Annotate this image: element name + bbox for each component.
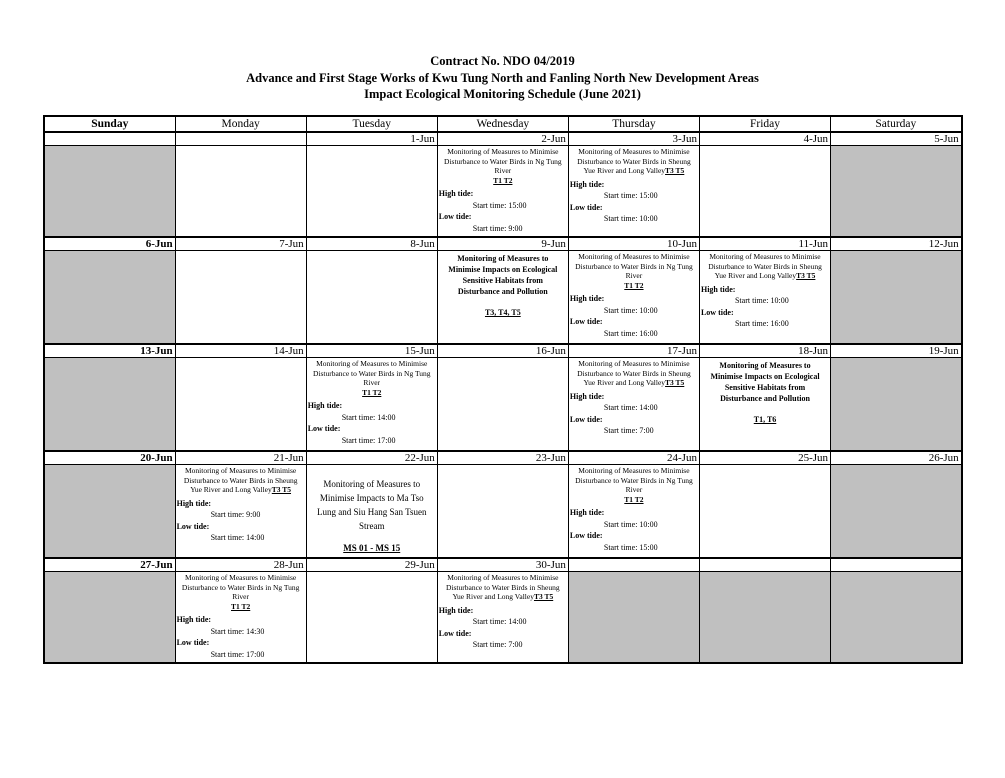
date-cell: 27-Jun xyxy=(44,558,175,572)
date-cell: 25-Jun xyxy=(699,451,830,465)
date-cell: 5-Jun xyxy=(831,132,962,146)
schedule-cell xyxy=(699,358,830,452)
schedule-cell xyxy=(306,465,437,559)
water-bird-monitoring-event xyxy=(307,358,437,397)
high-tide-label: High tide: xyxy=(700,284,736,294)
weekday-header: Tuesday xyxy=(306,116,437,132)
low-tide-label: Low tide: xyxy=(569,317,603,326)
low-tide-label: Low tide: xyxy=(569,202,603,212)
tide-schedule xyxy=(307,400,437,446)
high-tide-start-time: Start time: 10:00 xyxy=(603,519,658,529)
low-tide-label: Low tide: xyxy=(569,414,603,424)
schedule-cell xyxy=(306,358,437,452)
event-description: Monitoring of Measures to Minimise Disturbance to Water Birds in Ng Tung River xyxy=(312,359,431,387)
low-tide-start-time: Start time: 9:00 xyxy=(472,223,523,233)
event-description: Monitoring of Measures to Minimise Disturbance to Water Birds in Sheung Yue River and Long Valley xyxy=(446,573,560,601)
project-title: Advance and First Stage Works of Kwu Tung North and Fanling North New Development Areas xyxy=(246,70,759,85)
non-working-day-cell xyxy=(831,358,962,452)
date-cell xyxy=(175,132,306,146)
transect-code: T1 T2 xyxy=(624,280,644,290)
date-cell: 12-Jun xyxy=(831,237,962,251)
high-tide-label: High tide: xyxy=(569,179,605,189)
date-cell xyxy=(831,558,962,572)
transect-code: T1 T2 xyxy=(624,494,644,504)
date-cell: 26-Jun xyxy=(831,451,962,465)
date-row xyxy=(44,344,962,358)
date-cell: 14-Jun xyxy=(175,344,306,358)
schedule-row xyxy=(44,146,962,238)
date-cell xyxy=(699,558,830,572)
monitoring-location-code: T3, T4, T5 xyxy=(484,308,521,317)
weekday-header: Wednesday xyxy=(437,116,568,132)
non-working-day-cell xyxy=(44,251,175,345)
low-tide-start-time: Start time: 15:00 xyxy=(603,542,658,552)
water-bird-monitoring-event xyxy=(569,358,699,388)
high-tide-start-time: Start time: 15:00 xyxy=(603,191,658,200)
schedule-cell xyxy=(568,358,699,452)
event-description: Monitoring of Measures to Minimise Disturbance to Water Birds in Ng Tung River xyxy=(444,147,562,175)
non-working-day-cell xyxy=(699,572,830,664)
schedule-cell xyxy=(175,251,306,345)
transect-code: T3 T5 xyxy=(796,271,816,280)
low-tide-start-time: Start time: 17:00 xyxy=(341,435,396,445)
high-tide-label: High tide: xyxy=(438,605,474,615)
date-cell: 18-Jun xyxy=(699,344,830,358)
event-description: Monitoring of Measures to Minimise Disturbance to Water Birds in Sheung Yue River and Long Valley xyxy=(577,359,691,387)
date-cell: 19-Jun xyxy=(831,344,962,358)
schedule-cell xyxy=(306,146,437,238)
date-cell: 2-Jun xyxy=(437,132,568,146)
low-tide-start-time: Start time: 16:00 xyxy=(734,319,789,328)
non-working-day-cell xyxy=(831,572,962,664)
high-tide-start-time: Start time: 14:30 xyxy=(210,626,265,636)
schedule-cell xyxy=(699,465,830,559)
schedule-title: Impact Ecological Monitoring Schedule (June 2021) xyxy=(364,87,641,101)
high-tide-start-time: Start time: 10:00 xyxy=(603,305,658,315)
date-row xyxy=(44,237,962,251)
transect-code: T1 T2 xyxy=(231,601,251,611)
event-description: Monitoring of Measures to Minimise Disturbance to Water Birds in Sheung Yue River and Long Valley xyxy=(577,147,691,175)
low-tide-start-time: Start time: 17:00 xyxy=(210,649,265,659)
low-tide-label: Low tide: xyxy=(176,521,210,531)
high-tide-label: High tide: xyxy=(438,189,474,198)
tide-schedule xyxy=(569,391,699,437)
high-tide-start-time: Start time: 14:00 xyxy=(341,412,396,422)
date-cell: 7-Jun xyxy=(175,237,306,251)
low-tide-start-time: Start time: 10:00 xyxy=(603,214,658,223)
high-tide-label: High tide: xyxy=(307,401,343,410)
date-cell: 28-Jun xyxy=(175,558,306,572)
low-tide-label: Low tide: xyxy=(176,638,210,647)
schedule-cell xyxy=(306,572,437,664)
date-cell: 17-Jun xyxy=(568,344,699,358)
non-working-day-cell xyxy=(568,572,699,664)
date-cell: 29-Jun xyxy=(306,558,437,572)
tide-schedule xyxy=(176,498,306,544)
high-tide-label: High tide: xyxy=(176,615,212,624)
date-cell: 15-Jun xyxy=(306,344,437,358)
low-tide-label: Low tide: xyxy=(700,307,734,317)
high-tide-label: High tide: xyxy=(569,294,605,303)
high-tide-start-time: Start time: 14:00 xyxy=(472,617,527,626)
schedule-row xyxy=(44,572,962,664)
water-bird-monitoring-event xyxy=(176,465,306,495)
weekday-header-row xyxy=(44,116,962,132)
tide-schedule xyxy=(569,179,699,225)
schedule-cell xyxy=(699,251,830,345)
low-tide-start-time: Start time: 16:00 xyxy=(603,328,658,338)
schedule-cell xyxy=(437,465,568,559)
date-cell: 9-Jun xyxy=(437,237,568,251)
tide-schedule xyxy=(569,507,699,553)
non-working-day-cell xyxy=(831,146,962,238)
date-cell: 4-Jun xyxy=(699,132,830,146)
schedule-cell xyxy=(175,358,306,452)
event-description: Monitoring of Measures to Minimise Disturbance to Water Birds in Sheung Yue River and Long Valley xyxy=(183,466,298,494)
schedule-cell xyxy=(175,572,306,664)
habitat-monitoring-event xyxy=(438,251,568,318)
date-cell: 1-Jun xyxy=(306,132,437,146)
date-row xyxy=(44,451,962,465)
date-cell: 22-Jun xyxy=(306,451,437,465)
low-tide-label: Low tide: xyxy=(307,424,341,433)
weekday-header: Sunday xyxy=(44,116,175,132)
schedule-cell xyxy=(437,358,568,452)
transect-code: T3 T5 xyxy=(665,166,685,175)
non-working-day-cell xyxy=(44,465,175,559)
schedule-row xyxy=(44,358,962,452)
water-bird-monitoring-event xyxy=(569,251,699,290)
water-bird-monitoring-event xyxy=(438,572,568,602)
schedule-cell xyxy=(568,251,699,345)
event-description: Monitoring of Measures to Minimise Disturbance to Water Birds in Ng Tung River xyxy=(181,573,300,601)
event-description: Monitoring of Measures to Minimise Disturbance to Water Birds in Ng Tung River xyxy=(575,252,693,280)
low-tide-start-time: Start time: 7:00 xyxy=(603,426,654,435)
document-title-block xyxy=(0,53,1005,103)
date-cell: 24-Jun xyxy=(568,451,699,465)
stream-monitoring-event xyxy=(307,465,437,555)
schedule-cell xyxy=(175,146,306,238)
weekday-header: Friday xyxy=(699,116,830,132)
high-tide-label: High tide: xyxy=(569,391,605,401)
monitoring-location-code: T1, T6 xyxy=(753,415,777,424)
transect-code: T3 T5 xyxy=(665,378,685,387)
transect-code: T3 T5 xyxy=(271,485,292,494)
date-row xyxy=(44,132,962,146)
schedule-cell xyxy=(437,251,568,345)
date-cell: 8-Jun xyxy=(306,237,437,251)
high-tide-start-time: Start time: 9:00 xyxy=(210,510,261,519)
water-bird-monitoring-event xyxy=(438,146,568,185)
weekday-header: Monday xyxy=(175,116,306,132)
transect-code: T1 T2 xyxy=(493,175,513,185)
date-cell: 21-Jun xyxy=(175,451,306,465)
low-tide-label: Low tide: xyxy=(438,212,472,221)
date-cell: 13-Jun xyxy=(44,344,175,358)
date-cell: 3-Jun xyxy=(568,132,699,146)
tide-schedule xyxy=(569,293,699,339)
high-tide-start-time: Start time: 14:00 xyxy=(603,403,658,412)
event-description: Monitoring of Measures to Minimise Disturbance to Water Birds in Sheung Yue River and Long Valley xyxy=(708,252,822,280)
low-tide-label: Low tide: xyxy=(569,531,603,540)
contract-number: Contract No. NDO 04/2019 xyxy=(430,54,575,68)
event-description: Monitoring of Measures to Minimise Impacts on Ecological Sensitive Habitats from Disturbance and Pollution xyxy=(710,361,820,403)
non-working-day-cell xyxy=(831,465,962,559)
date-cell: 30-Jun xyxy=(437,558,568,572)
transect-code: T1 T2 xyxy=(362,387,382,397)
date-cell: 23-Jun xyxy=(437,451,568,465)
schedule-cell xyxy=(568,146,699,238)
non-working-day-cell xyxy=(44,358,175,452)
date-cell xyxy=(44,132,175,146)
event-description: Monitoring of Measures to Minimise Disturbance to Water Birds in Ng Tung River xyxy=(575,466,693,494)
date-row xyxy=(44,558,962,572)
monitoring-location-code: MS 01 - MS 15 xyxy=(343,543,401,553)
date-cell: 10-Jun xyxy=(568,237,699,251)
schedule-row xyxy=(44,251,962,345)
weekday-header: Thursday xyxy=(568,116,699,132)
schedule-cell xyxy=(437,572,568,664)
date-cell: 11-Jun xyxy=(699,237,830,251)
high-tide-start-time: Start time: 15:00 xyxy=(472,200,527,210)
tide-schedule xyxy=(438,188,568,234)
date-cell: 6-Jun xyxy=(44,237,175,251)
habitat-monitoring-event xyxy=(700,358,830,425)
schedule-cell xyxy=(568,465,699,559)
date-cell: 20-Jun xyxy=(44,451,175,465)
low-tide-label: Low tide: xyxy=(438,628,472,638)
schedule-cell xyxy=(175,465,306,559)
schedule-cell xyxy=(437,146,568,238)
water-bird-monitoring-event xyxy=(176,572,306,611)
non-working-day-cell xyxy=(831,251,962,345)
date-cell xyxy=(568,558,699,572)
tide-schedule xyxy=(176,614,306,660)
low-tide-start-time: Start time: 7:00 xyxy=(472,640,523,649)
schedule-row xyxy=(44,465,962,559)
water-bird-monitoring-event xyxy=(700,251,830,281)
non-working-day-cell xyxy=(44,146,175,238)
water-bird-monitoring-event xyxy=(569,465,699,504)
tide-schedule xyxy=(700,284,830,330)
weekday-header: Saturday xyxy=(831,116,962,132)
water-bird-monitoring-event xyxy=(569,146,699,176)
schedule-cell xyxy=(306,251,437,345)
high-tide-label: High tide: xyxy=(569,508,605,517)
low-tide-start-time: Start time: 14:00 xyxy=(210,533,265,542)
high-tide-label: High tide: xyxy=(176,498,212,508)
event-description: Monitoring of Measures to Minimise Impacts to Ma Tso Lung and Siu Hang San Tsuen Stream xyxy=(317,479,427,531)
monitoring-calendar xyxy=(43,115,963,664)
high-tide-start-time: Start time: 10:00 xyxy=(734,296,789,305)
non-working-day-cell xyxy=(44,572,175,664)
schedule-cell xyxy=(699,146,830,238)
date-cell: 16-Jun xyxy=(437,344,568,358)
calendar-body xyxy=(44,132,962,663)
tide-schedule xyxy=(438,605,568,651)
event-description: Monitoring of Measures to Minimise Impacts on Ecological Sensitive Habitats from Disturbance and Pollution xyxy=(448,254,558,296)
transect-code: T3 T5 xyxy=(533,592,554,601)
